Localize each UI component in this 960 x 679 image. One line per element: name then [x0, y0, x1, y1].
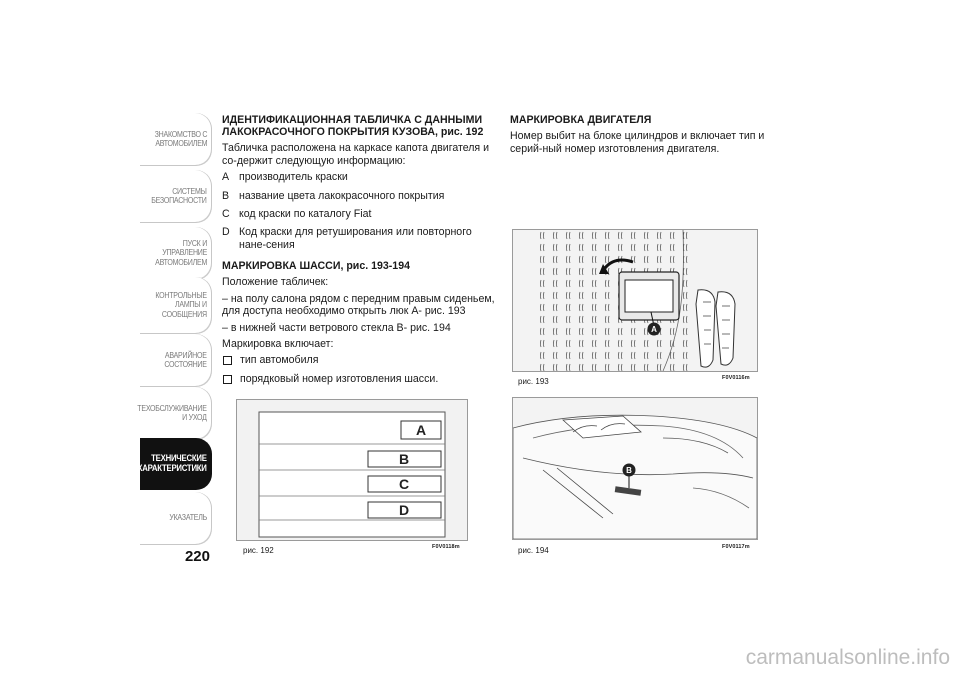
right-column	[510, 114, 785, 159]
bullet-item	[222, 354, 499, 366]
page-number: 220	[184, 548, 210, 565]
tab-label: ПУСК И УПРАВЛЕНИЕ АВТОМОБИЛЕМ	[155, 237, 208, 267]
tab-specifications[interactable]	[137, 438, 212, 490]
tab-driving[interactable]	[140, 227, 212, 279]
list-item	[222, 171, 499, 183]
left-column	[222, 114, 499, 391]
item-key: B	[222, 189, 230, 202]
watermark: carmanualsonline.info	[745, 646, 950, 669]
windscreen-illustration	[513, 398, 757, 539]
section-heading-paint-plate: ИДЕНТИФИКАЦИОННАЯ ТАБЛИЧКА С ДАННЫМИ ЛАКОКРАСОЧНОГО ПОКРЫТИЯ КУЗОВА, рис. 192	[222, 114, 484, 139]
paragraph: – на полу салона рядом с передним правым сиденьем, для доступа необходимо открыть люк A- рис. 193	[222, 292, 495, 318]
item-key: C	[222, 208, 230, 221]
tab-label: АВАРИЙНОЕ СОСТОЯНИЕ	[164, 349, 208, 369]
paragraph: Номер выбит на блоке цилиндров и включает тип и серий-ный номер изготовления двигателя.	[510, 130, 765, 155]
item-text: код краски по каталогу Fiat	[239, 208, 372, 221]
paint-plate-illustration	[237, 400, 467, 540]
tab-label: КОНТРОЛЬНЫЕ ЛАМПЫ И СООБЩЕНИЯ	[155, 289, 208, 319]
paragraph: Маркировка включает:	[222, 338, 334, 351]
tab-label: ЗНАКОМСТВО С АВТОМОБИЛЕМ	[154, 128, 208, 148]
tab-index[interactable]	[140, 492, 212, 544]
plate-label-d: D	[398, 502, 410, 518]
figure-caption: рис. 192	[243, 546, 274, 555]
plate-label-b: B	[398, 451, 410, 467]
floor-hatch-illustration	[513, 230, 757, 371]
item-text: Код краски для ретуширования или повторного нане-сения	[239, 226, 472, 251]
list-item	[222, 208, 499, 220]
marker-b: B	[626, 466, 632, 475]
bullet-text: тип автомобиля	[240, 354, 319, 367]
plate-label-c: C	[398, 476, 410, 492]
figure-192	[236, 399, 468, 541]
paragraph: Табличка расположена на каркасе капота двигателя и со-держит следующую информацию:	[222, 142, 490, 167]
item-text: производитель краски	[239, 171, 348, 184]
section-heading-chassis: МАРКИРОВКА ШАССИ, рис. 193-194	[222, 260, 410, 273]
paragraph: Положение табличек:	[222, 276, 329, 289]
section-heading-engine: МАРКИРОВКА ДВИГАТЕЛЯ	[510, 114, 652, 126]
tab-maintenance[interactable]	[137, 387, 212, 439]
tab-intro[interactable]	[140, 113, 212, 165]
tab-label: СИСТЕМЫ БЕЗОПАСНОСТИ	[151, 185, 208, 205]
figure-code: F0V0117m	[722, 544, 750, 550]
item-key: A	[222, 171, 230, 184]
marker-a: A	[651, 325, 657, 334]
figure-caption: рис. 194	[518, 546, 549, 555]
paragraph: – в нижней части ветрового стекла B- рис. 194	[222, 321, 451, 334]
figure-caption: рис. 193	[518, 377, 549, 386]
checkbox-bullet-icon	[223, 375, 232, 384]
item-key: D	[222, 226, 230, 239]
tab-label: ТЕХОБСЛУЖИВАНИЕ И УХОД	[137, 402, 208, 422]
checkbox-bullet-icon	[223, 356, 232, 365]
bullet-text: порядковый номер изготовления шасси.	[240, 372, 439, 385]
tab-label: ТЕХНИЧЕСКИЕ ХАРАКТЕРИСТИКИ	[137, 452, 208, 474]
plate-label-a: A	[415, 422, 427, 438]
tab-safety[interactable]	[140, 170, 212, 222]
tab-warning-lights[interactable]	[140, 277, 212, 333]
item-text: название цвета лакокрасочного покрытия	[239, 189, 445, 202]
list-item	[222, 226, 499, 251]
bullet-item	[222, 373, 499, 385]
list-item	[222, 190, 499, 202]
figure-194	[512, 397, 758, 540]
tab-emergency[interactable]	[140, 334, 212, 386]
tab-label: УКАЗАТЕЛЬ	[169, 512, 208, 523]
figure-193	[512, 229, 758, 372]
figure-code: F0V0116m	[722, 375, 750, 381]
figure-code: F0V0118m	[432, 544, 460, 550]
